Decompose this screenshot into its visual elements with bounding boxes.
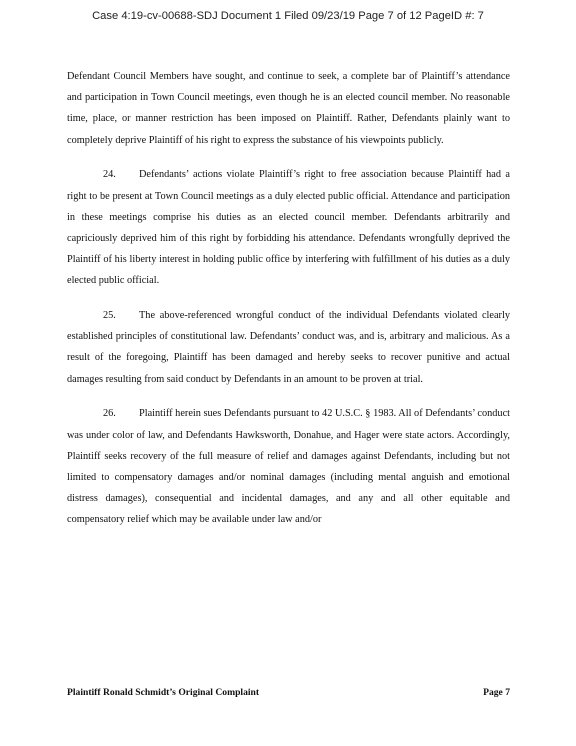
paragraph-text: Defendants’ actions violate Plaintiff’s right to free association because Plaintiff had a right to be present at Town Council meetings as a duly elected public official. Attendance and participation in these meetings comprise his duties as an elected council member. Defendants arbitrarily and capriciously deprived him of this right by forbidding his attendance. Defendants wrongfully deprived the Plaintiff of his liberty interest in holding public office by interfering with fulfillment of his duties as a duly elected public official. bbox=[67, 169, 510, 287]
paragraph-continued bbox=[67, 66, 510, 151]
paragraph-text: Defendant Council Members have sought, and continue to seek, a complete bar of Plaintiff’s attendance and participation in Town Council meetings, even though he is an elected council member. No reasonable time, place, or manner restriction has been imposed on Plaintiff. Rather, Defendants plainly want to completely deprive Plaintiff of his right to express the substance of his viewpoints publicly. bbox=[67, 71, 510, 146]
paragraph-text: Plaintiff herein sues Defendants pursuant to 42 U.S.C. § 1983. All of Defendants’ conduct was under color of law, and Defendants Hawksworth, Donahue, and Hager were state actors. Accordingly, Plaintiff seeks recovery of the full measure of relief and damages against Defendants, including but not limited to compensatory damages and/or nominal damages (including mental anguish and emotional distress damages), consequential and incidental damages, and any and all other equitable and compensatory relief which may be available under law and/or bbox=[67, 408, 510, 526]
paragraph-25 bbox=[67, 305, 510, 390]
case-header: Case 4:19-cv-00688-SDJ Document 1 Filed 09/23/19 Page 7 of 12 PageID #: 7 bbox=[92, 10, 484, 22]
footer-title: Plaintiff Ronald Schmidt’s Original Complaint bbox=[67, 687, 260, 698]
paragraph-number: 26. bbox=[103, 408, 116, 420]
paragraph-number: 24. bbox=[103, 169, 116, 181]
page-footer bbox=[67, 687, 510, 698]
document-body bbox=[67, 66, 510, 544]
paragraph-24 bbox=[67, 164, 510, 291]
footer-page-number: Page 7 bbox=[483, 687, 510, 698]
paragraph-number: 25. bbox=[103, 310, 116, 322]
paragraph-text: The above-referenced wrongful conduct of the individual Defendants violated clearly established principles of constitutional law. Defendants’ conduct was, and is, arbitrary and malicious. As a result of the foregoing, Plaintiff has been damaged and hereby seeks to recover punitive and actual damages resulting from said conduct by Defendants in an amount to be proven at trial. bbox=[67, 310, 510, 385]
paragraph-26 bbox=[67, 403, 510, 530]
